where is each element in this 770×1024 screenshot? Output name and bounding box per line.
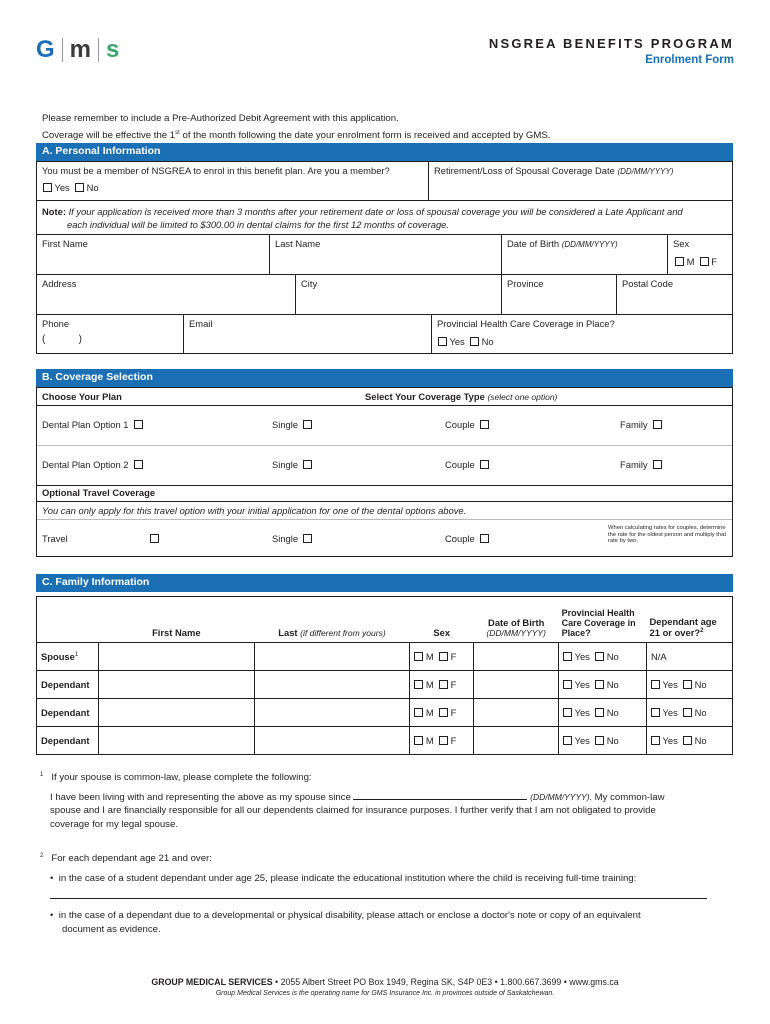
divider [37, 314, 732, 315]
sex-f-checkbox[interactable] [700, 257, 709, 266]
footnote-2 [40, 850, 730, 936]
footnote-2-mark: 2 [40, 853, 44, 859]
dental-option-2 [42, 459, 143, 470]
divider [501, 274, 502, 314]
logo-letter-m: m [69, 36, 92, 63]
phc-no-checkbox[interactable] [595, 680, 604, 689]
program-title: NSGREA BENEFITS PROGRAM [488, 36, 734, 51]
retirement-format: (DD/MM/YYYY) [617, 167, 674, 176]
yes-label: Yes [574, 651, 590, 662]
form-title: Enrolment Form [645, 54, 734, 66]
m-label: M [425, 735, 434, 746]
family-row-spouse [37, 643, 733, 671]
section-b-box [36, 387, 733, 557]
footer-contact [0, 977, 770, 987]
phc-field [559, 727, 647, 755]
col-sex: Sex [410, 597, 474, 643]
divider [37, 519, 732, 520]
last-name-field[interactable] [254, 643, 410, 671]
dep21-no-checkbox[interactable] [683, 708, 692, 717]
sex-m-checkbox[interactable] [414, 736, 423, 745]
col-dep21-sup: 2 [700, 627, 704, 634]
couple-label: Couple [445, 533, 475, 544]
logo-divider [98, 38, 99, 62]
sex-field [410, 727, 474, 755]
section-a-box [36, 161, 733, 354]
dob-field[interactable] [474, 699, 559, 727]
travel-couple [445, 533, 489, 544]
province-label: Province [507, 278, 544, 289]
sex-field [410, 699, 474, 727]
divider [501, 234, 502, 274]
family-row-dependant [37, 671, 733, 699]
dental-1-single [272, 419, 312, 430]
phc-yes-checkbox[interactable] [563, 708, 572, 717]
couple-label: Couple [445, 419, 475, 430]
sex-field [410, 671, 474, 699]
phc-yes-checkbox[interactable] [563, 680, 572, 689]
spouse-since-format: (DD/MM/YYYY). [530, 791, 593, 802]
col-last-name [254, 597, 410, 643]
no-label: No [606, 735, 619, 746]
row-label: Dependant [37, 727, 99, 755]
dental-2-couple [445, 459, 489, 470]
travel-label: Travel [42, 533, 68, 544]
dob-field[interactable] [474, 643, 559, 671]
footnote-2-title [40, 850, 730, 866]
member-yes-checkbox[interactable] [43, 183, 52, 192]
footnote-1-line-1a: I have been living with and representing the above as my spouse since [50, 791, 351, 803]
last-name-field[interactable] [254, 671, 410, 699]
phc-field [559, 671, 647, 699]
dental-1-family-checkbox[interactable] [653, 420, 662, 429]
section-b-heading: B. Coverage Selection [36, 369, 733, 387]
divider [37, 200, 732, 201]
dep21-no-checkbox[interactable] [683, 736, 692, 745]
logo-divider [62, 38, 63, 62]
travel-single-checkbox[interactable] [303, 534, 312, 543]
travel-couple-checkbox[interactable] [480, 534, 489, 543]
member-question: You must be a member of NSGREA to enrol in this benefit plan. Are you a member? [42, 165, 390, 176]
footnote-1-body [40, 791, 730, 832]
footnote-2-bullet-1: • in the case of a student dependant under age 25, please indicate the educational institution where the child is receiving full-time training: [50, 872, 637, 884]
sex-field [410, 643, 474, 671]
sex-f-label: F [711, 256, 717, 267]
dep21-field [647, 699, 733, 727]
postal-code-label: Postal Code [622, 278, 674, 289]
travel-checkbox[interactable] [150, 534, 159, 543]
yes-label: Yes [574, 679, 590, 690]
phc-no-checkbox[interactable] [595, 736, 604, 745]
header-empty [37, 597, 99, 643]
col-dob-format: (DD/MM/YYYY) [486, 628, 546, 638]
phone-label: Phone [42, 318, 70, 329]
footnote-1-line-2: spouse and I are financially responsible for all our dependents claimed for insurance purposes. I further verify that I am not obligated to provide [50, 805, 656, 817]
institution-field[interactable] [50, 898, 707, 899]
divider [37, 274, 732, 275]
sex-f-checkbox[interactable] [439, 736, 448, 745]
dob-field[interactable] [474, 671, 559, 699]
footnote-2-bullet-1-text: in the case of a student dependant under age 25, please indicate the educational institution where the child is receiving full-time training: [58, 872, 637, 884]
first-name-field[interactable] [98, 727, 254, 755]
phc-yes-label: Yes [449, 336, 465, 347]
retirement-date-label[interactable] [434, 165, 673, 176]
dental-1-single-checkbox[interactable] [303, 420, 312, 429]
travel-side-note: When calculating rates for couples, determine the rate for the oldest person and multiply that rate by two. [608, 525, 726, 544]
dep21-yes-checkbox[interactable] [651, 736, 660, 745]
select-one-note: (select one option) [487, 392, 558, 402]
dental-2-family-checkbox[interactable] [653, 460, 662, 469]
col-dob [474, 597, 559, 643]
divider [37, 501, 732, 502]
dob-label [507, 238, 618, 249]
sex-m-checkbox[interactable] [675, 257, 684, 266]
dep21-yes-checkbox[interactable] [651, 708, 660, 717]
col-phc: Provincial Health Care Coverage in Place? [559, 597, 647, 643]
sex-f-checkbox[interactable] [439, 708, 448, 717]
footnote-1-mark: 1 [40, 772, 44, 778]
member-options [43, 182, 99, 193]
footnote-2-bullet-2-text: in the case of a dependant due to a developmental or physical disability, please attach or enclose a doctor's note or copy of an equivalent [58, 910, 641, 922]
divider [37, 234, 732, 235]
dental-option-1-checkbox[interactable] [134, 420, 143, 429]
section-c-heading: C. Family Information [36, 574, 733, 592]
footnote-1-title [40, 769, 730, 785]
footer-address: • 2055 Albert Street PO Box 1949, Regina SK, S4P 0E3 • 1.800.667.3699 • www.gms.ca [272, 977, 619, 987]
spouse-since-date-field[interactable] [353, 791, 527, 800]
divider [37, 405, 732, 406]
dental-option-2-checkbox[interactable] [134, 460, 143, 469]
m-label: M [425, 651, 434, 662]
family-table-header [37, 597, 733, 643]
phc-no-checkbox[interactable] [470, 337, 479, 346]
dob-label-text: Date of Birth [507, 238, 560, 249]
divider [37, 485, 732, 486]
intro-line-2b: of the month following the date your enrolment form is received and accepted by GMS. [179, 130, 551, 142]
dep21-field: N/A [647, 643, 733, 671]
section-a-heading: A. Personal Information [36, 143, 733, 161]
member-no-label: No [86, 182, 99, 193]
last-name-field[interactable] [254, 699, 410, 727]
logo-letter-s: s [106, 36, 120, 63]
first-name-field[interactable] [98, 671, 254, 699]
sex-options [675, 256, 717, 267]
yes-label: Yes [662, 707, 678, 718]
retirement-label-text: Retirement/Loss of Spousal Coverage Date [434, 165, 615, 176]
single-label: Single [272, 533, 299, 544]
row-label: Dependant [37, 699, 99, 727]
no-label: No [606, 679, 619, 690]
no-label: No [694, 679, 707, 690]
f-label: F [450, 707, 457, 718]
dental-option-1 [42, 419, 143, 430]
footnote-1-title-text: If your spouse is common-law, please complete the following: [51, 772, 312, 784]
note-text-2: each individual will be limited to $300.00 in dental claims for the first 12 months of coverage. [67, 219, 449, 230]
note-text: If your application is received more than 3 months after your retirement date or loss of spousal coverage you will be considered a Late Applicant and [65, 206, 683, 217]
intro-sup: st [175, 130, 180, 136]
phc-yes-checkbox[interactable] [563, 736, 572, 745]
intro-text [42, 112, 742, 143]
couple-label: Couple [445, 459, 475, 470]
intro-line-2a: Coverage will be effective the 1 [42, 130, 176, 142]
yes-label: Yes [662, 735, 678, 746]
divider [616, 274, 617, 314]
first-name-field[interactable] [98, 643, 254, 671]
sex-f-checkbox[interactable] [439, 680, 448, 689]
row-label-sup: 1 [74, 651, 79, 658]
phc-question: Provincial Health Care Coverage in Place? [437, 318, 615, 329]
coverage-type-label [365, 391, 557, 402]
divider [183, 314, 184, 354]
phc-options [438, 336, 494, 347]
yes-label: Yes [662, 679, 678, 690]
sex-m-checkbox[interactable] [414, 652, 423, 661]
divider [667, 234, 668, 274]
m-label: M [425, 679, 434, 690]
dob-field[interactable] [474, 727, 559, 755]
row-label: Dependant [37, 671, 99, 699]
sex-label: Sex [673, 238, 690, 249]
phc-field [559, 699, 647, 727]
travel-option [150, 533, 159, 544]
last-name-field[interactable] [254, 727, 410, 755]
f-label: F [450, 735, 457, 746]
col-last-text: Last [278, 627, 298, 638]
footer-disclaimer: Group Medical Services is the operating name for GMS Insurance Inc. in provinces outside of Saskatchewan. [215, 990, 555, 997]
dep21-yes-checkbox[interactable] [651, 680, 660, 689]
family-label: Family [620, 419, 648, 430]
col-dob-text: Date of Birth [488, 617, 545, 628]
col-first-name: First Name [98, 597, 254, 643]
yes-label: Yes [574, 707, 590, 718]
footnote-2-title-text: For each dependant age 21 and over: [51, 853, 212, 865]
phc-no-checkbox[interactable] [595, 708, 604, 717]
footer-company: GROUP MEDICAL SERVICES [151, 977, 273, 987]
select-type-text: Select Your Coverage Type [365, 391, 485, 402]
footnote-1-line-1b: My common-law [592, 791, 665, 803]
gms-logo [36, 36, 119, 64]
row-label-text: Spouse [41, 651, 75, 662]
footnote-1-line-3: coverage for my legal spouse. [50, 818, 178, 830]
no-label: No [694, 735, 707, 746]
choose-plan-label: Choose Your Plan [42, 391, 122, 402]
address-label: Address [42, 278, 77, 289]
divider [428, 162, 429, 200]
row-label [37, 643, 99, 671]
no-label: No [694, 707, 707, 718]
sex-m-label: M [686, 256, 695, 267]
travel-single [272, 533, 312, 544]
phc-yes-checkbox[interactable] [563, 652, 572, 661]
travel-note: You can only apply for this travel option with your initial application for one of the dental options above. [42, 505, 467, 516]
divider [295, 274, 296, 314]
footnote-1 [40, 769, 730, 831]
intro-line-2 [42, 126, 742, 143]
family-label: Family [620, 459, 648, 470]
dental-2-single [272, 459, 312, 470]
phc-yes-checkbox[interactable] [438, 337, 447, 346]
f-label: F [450, 679, 457, 690]
divider [431, 314, 432, 354]
form-title-block [489, 36, 734, 66]
logo-letter-g: G [36, 36, 55, 63]
travel-heading: Optional Travel Coverage [42, 487, 156, 498]
m-label: M [425, 707, 434, 718]
first-name-field[interactable] [98, 699, 254, 727]
intro-line-1: Please remember to include a Pre-Authorized Debit Agreement with this application. [42, 113, 399, 124]
dental-2-single-checkbox[interactable] [303, 460, 312, 469]
dental-2-couple-checkbox[interactable] [480, 460, 489, 469]
city-label: City [301, 278, 318, 289]
no-label: No [606, 707, 619, 718]
phc-field [559, 643, 647, 671]
phone-area-code[interactable]: ( ) [42, 334, 82, 345]
dental-2-family [620, 459, 662, 470]
sex-f-checkbox[interactable] [439, 652, 448, 661]
divider [269, 234, 270, 274]
dental-1-couple-checkbox[interactable] [480, 420, 489, 429]
dep21-no-checkbox[interactable] [683, 680, 692, 689]
phc-no-label: No [481, 336, 494, 347]
footnote-1-line-1 [50, 791, 730, 805]
dep21-field [647, 671, 733, 699]
footnote-2-bullet-2: • in the case of a dependant due to a developmental or physical disability, please attach or enclose a doctor's note or copy of an equivalent [50, 910, 641, 922]
family-row-dependant [37, 727, 733, 755]
yes-label: Yes [574, 735, 590, 746]
dep21-field [647, 727, 733, 755]
divider [37, 445, 732, 446]
family-table [36, 596, 733, 755]
sex-m-checkbox[interactable] [414, 708, 423, 717]
dental-1-couple [445, 419, 489, 430]
single-label: Single [272, 459, 299, 470]
phc-no-checkbox[interactable] [595, 652, 604, 661]
family-row-dependant [37, 699, 733, 727]
col-dep21-text: Dependant age 21 or over? [649, 616, 717, 638]
col-last-note: (if different from yours) [300, 628, 386, 638]
note-label: Note: [42, 206, 66, 217]
dob-format: (DD/MM/YYYY) [561, 240, 618, 249]
no-label: No [606, 651, 619, 662]
single-label: Single [272, 419, 299, 430]
last-name-label: Last Name [275, 238, 321, 249]
footnote-2-bullet-2b: document as evidence. [62, 923, 161, 935]
first-name-label: First Name [42, 238, 88, 249]
late-applicant-note [42, 205, 730, 231]
member-no-checkbox[interactable] [75, 183, 84, 192]
dental-1-family [620, 419, 662, 430]
f-label: F [450, 651, 457, 662]
dental-option-1-label: Dental Plan Option 1 [42, 419, 129, 430]
email-label: Email [189, 318, 213, 329]
sex-m-checkbox[interactable] [414, 680, 423, 689]
col-dep21 [647, 597, 733, 643]
dental-option-2-label: Dental Plan Option 2 [42, 459, 129, 470]
member-yes-label: Yes [54, 182, 70, 193]
